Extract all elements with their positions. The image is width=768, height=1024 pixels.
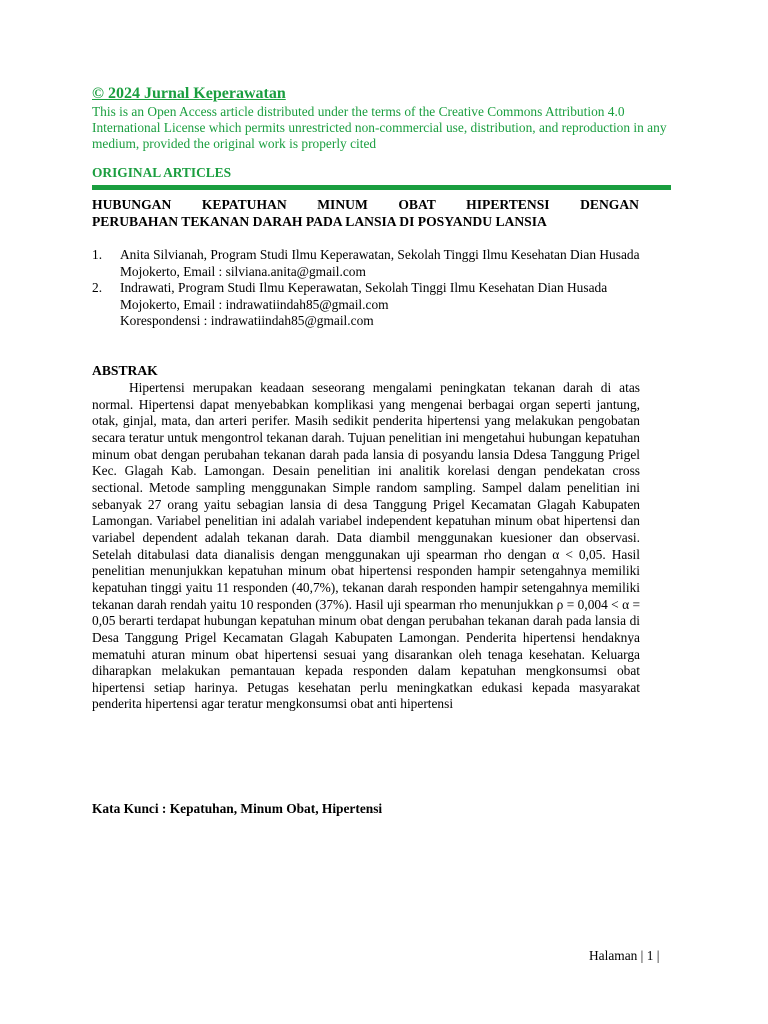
journal-title: © 2024 Jurnal Keperawatan: [92, 85, 286, 102]
article-title-line-1: HUBUNGAN KEPATUHAN MINUM OBAT HIPERTENSI DENGAN: [92, 197, 639, 212]
header-divider: [92, 185, 671, 190]
article-title-line-2: PERUBAHAN TEKANAN DARAH PADA LANSIA DI POSYANDU LANSIA: [92, 214, 547, 229]
author-item: [92, 247, 652, 280]
abstract-body: Hipertensi merupakan keadaan seseorang mengalami peningkatan tekanan darah di atas normal. Hipertensi dapat menyebabkan komplikasi yang mengenai berbagai organ seperti jantung, otak, ginjal, mata, dan arteri perifer. Masih sedikit penderita hipertensi yang melakukan pengobatan secara teratur untuk mengontrol tekanan darah. Tujuan penelitian ini mengetahui hubungan kepatuhan minum obat dengan perubahan tekanan darah pada lansia di posyandu lansia Ddesa Tanggung Prigel Kec. Glagah Kab. Lamongan. Desain penelitian ini analitik korelasi dengan pendekatan cross sectional. Metode sampling menggunakan Simple random sampling. Sampel dalam penelitian ini sebanyak 27 orang yaitu sebagian lansia di desa Tanggung Prigel Kecamatan Glagah Kabupaten Lamongan. Variabel penelitian ini adalah variabel independent kepatuhan minum obat hipertensi dan variabel dependent adalah tekanan darah. Data diambil menggunakan kuesioner dan observasi. Setelah ditabulasi data dianalisis dengan menggunakan uji spearman rho dengan α < 0,05. Hasil penelitian menunjukkan kepatuhan minum obat hipertensi responden hampir setengahnya memiliki kepatuhan tinggi yaitu 11 responden (40,7%), tekanan darah responden hampir setengahnya memiliki tekanan darah rendah yaitu 10 responden (37%). Hasil uji spearman rho menunjukkan ρ = 0,004 < α = 0,05 berarti terdapat hubungan kepatuhan minum obat dengan perubahan tekanan darah pada lansia di Desa Tanggung Prigel Kecamatan Glagah Kabupaten Lamongan. Penderita hipertensi hendaknya mematuhi aturan minum obat hipertensi sesuai yang disarankan oleh tenaga kesehatan. Keluarga diharapkan melakukan pemantauan kepada responden dalam kepatuhan mengkonsumsi obat hipertensi setiap harinya. Petugas kesehatan perlu meningkatkan edukasi kepada masyarakat penderita hipertensi agar teratur mengkonsumsi obat anti hipertensi: [92, 380, 640, 712]
abstract-heading: ABSTRAK: [92, 363, 158, 378]
author-item: [92, 280, 652, 313]
section-label: ORIGINAL ARTICLES: [92, 165, 232, 180]
author-number: 1.: [92, 247, 103, 262]
article-title: [92, 196, 639, 230]
license-notice: This is an Open Access article distributed under the terms of the Creative Commons Attribution 4.0 International License which permits unrestricted non-commercial use, distribution, and reproduction in any medium, provided the original work is properly cited: [92, 104, 667, 151]
author-affiliation: Indrawati, Program Studi Ilmu Keperawatan, Sekolah Tinggi Ilmu Kesehatan Dian Husada Mojokerto, Email : indrawatiindah85@gmail.com: [120, 280, 608, 312]
author-number: 2.: [92, 280, 103, 296]
keywords: Kata Kunci : Kepatuhan, Minum Obat, Hipertensi: [92, 801, 383, 816]
page-number: Halaman | 1 |: [589, 948, 660, 963]
author-list: [92, 247, 652, 330]
author-affiliation: Anita Silvianah, Program Studi Ilmu Keperawatan, Sekolah Tinggi Ilmu Kesehatan Dian Husada Mojokerto, Email : silviana.anita@gmail.com: [120, 247, 640, 279]
correspondence: Korespondensi : indrawatiindah85@gmail.com: [120, 313, 374, 329]
